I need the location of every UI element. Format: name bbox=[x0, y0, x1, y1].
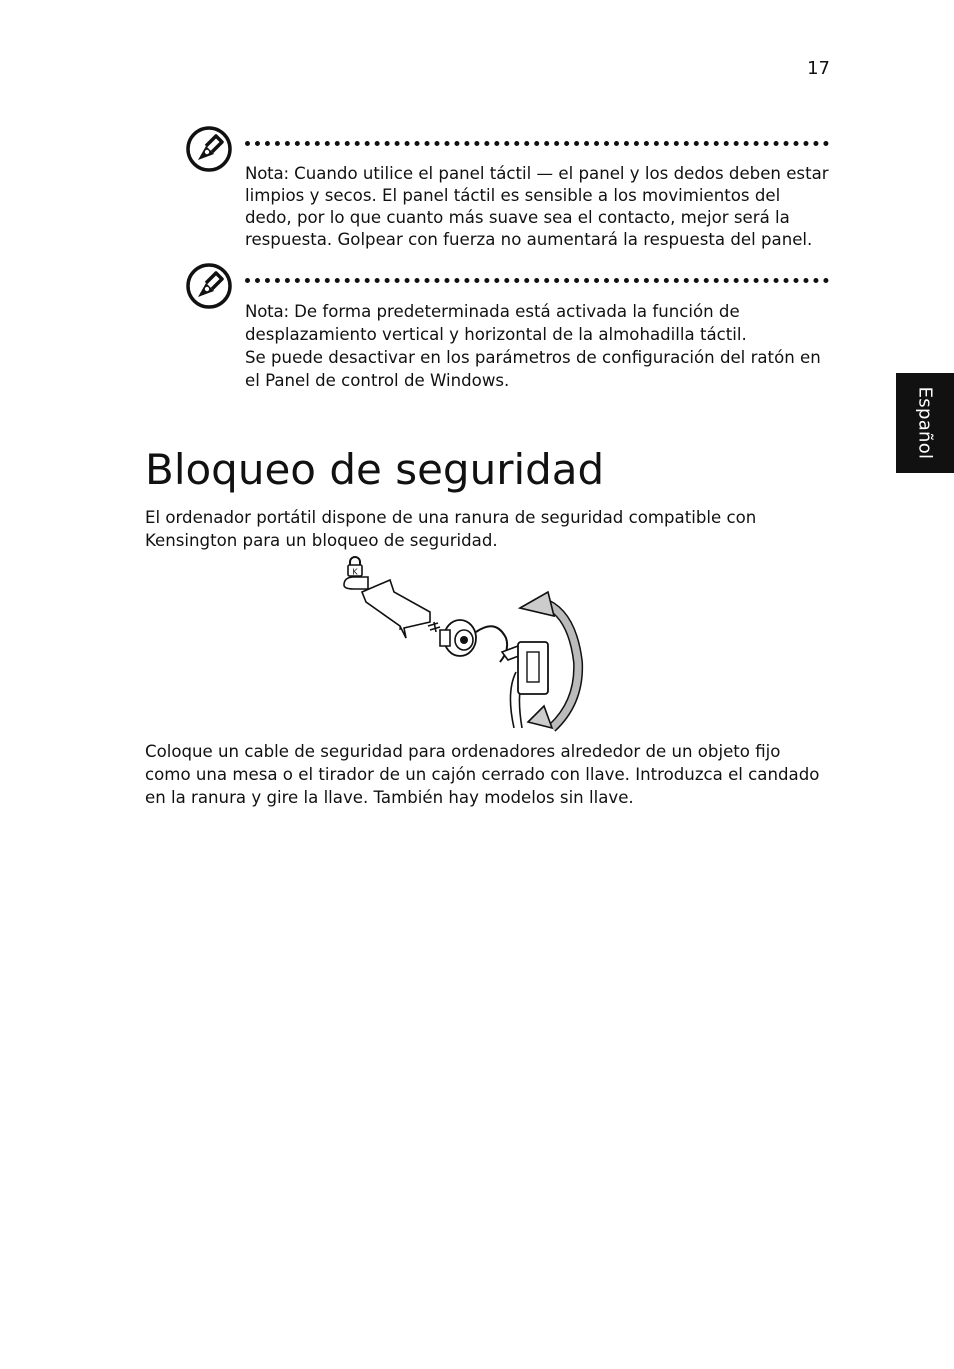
note-text bbox=[245, 300, 829, 392]
section-title: Bloqueo de seguridad bbox=[145, 445, 605, 494]
svg-text:K: K bbox=[352, 567, 358, 577]
note-divider bbox=[245, 278, 829, 283]
language-tab-label: Español bbox=[914, 386, 936, 460]
note-body: De forma predeterminada está activada la función de desplazamiento vertical y horizontal de la almohadilla táctil. bbox=[245, 302, 747, 344]
note-text bbox=[245, 163, 829, 251]
note-body: Cuando utilice el panel táctil — el panel y los dedos deben estar limpios y secos. El panel táctil es sensible a los movimientos del dedo, por lo que cuanto más suave sea el contacto, mejor será la respuesta. Golpear con fuerza no aumentará la respuesta del panel. bbox=[245, 164, 829, 249]
note-pen-icon bbox=[185, 262, 233, 310]
language-tab bbox=[896, 373, 954, 473]
note-label: Nota: bbox=[245, 302, 289, 321]
note-label: Nota: bbox=[245, 164, 289, 183]
kensington-lock-icon bbox=[330, 552, 590, 738]
intro-paragraph: El ordenador portátil dispone de una ranura de seguridad compatible con Kensington para un bloqueo de seguridad. bbox=[145, 508, 757, 550]
padlock-k-icon bbox=[348, 557, 362, 577]
note-body-2: Se puede desactivar en los parámetros de configuración del ratón en el Panel de control de Windows. bbox=[245, 348, 821, 390]
page-number: 17 bbox=[807, 58, 830, 79]
note-divider bbox=[245, 141, 829, 146]
note-pen-icon bbox=[185, 125, 233, 173]
body-paragraph: Coloque un cable de seguridad para ordenadores alrededor de un objeto fijo como una mesa o el tirador de un cajón cerrado con llave. Introduzca el candado en la ranura y gire la llave. También hay modelos sin llave. bbox=[145, 742, 820, 807]
